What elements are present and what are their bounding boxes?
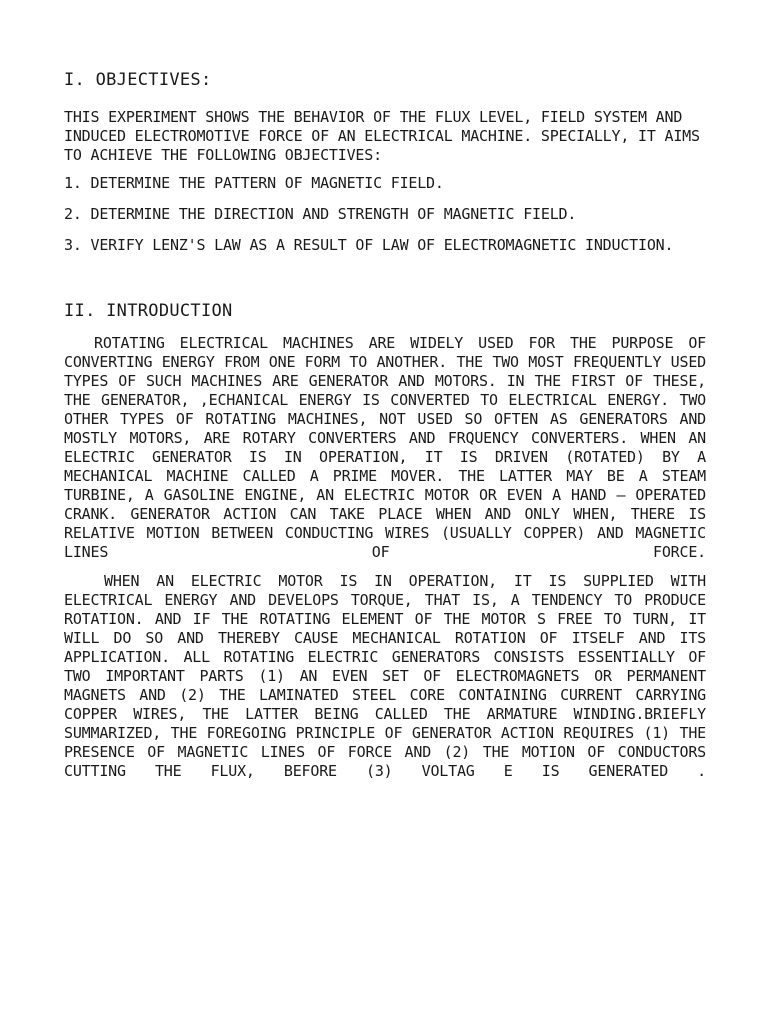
document-page [64, 70, 706, 781]
objective-item-3: 3. VERIFY LENZ'S LAW AS A RESULT OF LAW OF ELECTROMAGNETIC INDUCTION. [64, 236, 674, 255]
objectives-section [64, 70, 706, 255]
objectives-heading: I. OBJECTIVES: [64, 70, 212, 90]
introduction-paragraph-1: ROTATING ELECTRICAL MACHINES ARE WIDELY USED FOR THE PURPOSE OF CONVERTING ENERGY FROM ONE FORM TO ANOTHER. THE TWO MOST FREQUENTLY USED TYPES OF SUCH MACHINES ARE GENERATOR AND MOTORS. IN THE FIRST OF THESE, THE GENERATOR, ,ECHANICAL ENERGY IS CONVERTED TO ELECTRICAL ENERGY. TWO OTHER TYPES OF ROTATING MACHINES, NOT USED SO OFTEN AS GENERATORS AND MOSTLY MOTORS, ARE ROTARY CONVERTERS AND FRQUENCY CONVERTERS. WHEN AN ELECTRIC GENERATOR IS IN OPERATION, IT IS DRIVEN (ROTATED) BY A MECHANICAL MACHINE CALLED A PRIME MOVER. THE LATTER MAY BE A STEAM TURBINE, A GASOLINE ENGINE, AN ELECTRIC MOTOR OR EVEN A HAND – OPERATED CRANK. GENERATOR ACTION CAN TAKE PLACE WHEN AND ONLY WHEN, THERE IS RELATIVE MOTION BETWEEN CONDUCTING WIRES (USUALLY COPPER) AND MAGNETIC LINES OF FORCE. [64, 333, 706, 561]
introduction-heading: II. INTRODUCTION [64, 301, 233, 322]
objective-item-1: 1. DETERMINE THE PATTERN OF MAGNETIC FIELD. [64, 174, 444, 193]
objectives-lead: THIS EXPERIMENT SHOWS THE BEHAVIOR OF THE FLUX LEVEL, FIELD SYSTEM AND INDUCED ELECTROMOTIVE FORCE OF AN ELECTRICAL MACHINE. SPECIALLY, IT AIMS TO ACHIEVE THE FOLLOWING OBJECTIVES: [64, 108, 700, 165]
introduction-paragraph-2: WHEN AN ELECTRIC MOTOR IS IN OPERATION, IT IS SUPPLIED WITH ELECTRICAL ENERGY AND DEVELOPS TORQUE, THAT IS, A TENDENCY TO PRODUCE ROTATION. AND IF THE ROTATING ELEMENT OF THE MOTOR S FREE TO TURN, IT WILL DO SO AND THEREBY CAUSE MECHANICAL ROTATION OF ITSELF AND ITS APPLICATION. ALL ROTATING ELECTRIC GENERATORS CONSISTS ESSENTIALLY OF TWO IMPORTANT PARTS (1) AN EVEN SET OF ELECTROMAGNETS OR PERMANENT MAGNETS AND (2) THE LAMINATED STEEL CORE CONTAINING CURRENT CARRYING COPPER WIRES, THE LATTER BEING CALLED THE ARMATURE WINDING.BRIEFLY SUMMARIZED, THE FOREGOING PRINCIPLE OF GENERATOR ACTION REQUIRES (1) THE PRESENCE OF MAGNETIC LINES OF FORCE AND (2) THE MOTION OF CONDUCTORS CUTTING THE FLUX, BEFORE (3) VOLTAG E IS GENERATED . [64, 571, 706, 780]
objective-item-2: 2. DETERMINE THE DIRECTION AND STRENGTH OF MAGNETIC FIELD. [64, 205, 577, 224]
introduction-section [64, 301, 706, 780]
